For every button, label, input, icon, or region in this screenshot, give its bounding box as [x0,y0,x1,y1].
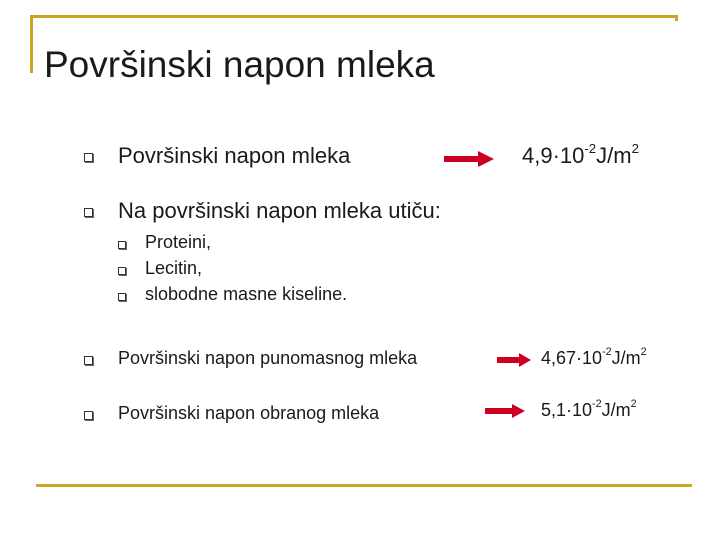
arrow-right-icon [497,352,531,368]
subitem-label: Proteini, [145,232,212,252]
bullet-icon [84,153,93,162]
item-value [541,348,647,369]
item-value [541,400,637,421]
item-label: Površinski napon punomasnog mleka [118,348,418,368]
value-unit-exponent: 2 [640,346,647,359]
bullet-icon [84,208,93,217]
value-mantissa: 4,9·10 [522,143,585,168]
item-value [522,140,639,169]
value-unit-exponent: 2 [631,140,639,156]
value-unit: J/m [611,348,641,368]
value-unit-exponent: 2 [630,398,637,411]
value-mantissa: 5,1·10 [541,400,593,420]
value-unit: J/m [601,400,631,420]
slide-frame-bottom [36,484,692,487]
bullet-icon [84,356,93,365]
value-mantissa: 4,67·10 [541,348,603,368]
slide-frame-top [30,15,678,18]
value-exponent: -2 [602,346,612,359]
subitem-label: Lecitin, [145,258,203,278]
value-exponent: -2 [584,140,597,156]
value-exponent: -2 [592,398,602,411]
sub-bullet-icon [118,241,126,249]
arrow-right-icon [444,150,494,168]
item-label: Na površinski napon mleka utiču: [118,198,441,223]
sub-bullet-icon [118,267,126,275]
arrow-right-icon [485,403,525,419]
item-label: Površinski napon mleka [118,143,351,168]
slide-frame-left [30,15,33,73]
item-label: Površinski napon obranog mleka [118,403,380,423]
subitem-label: slobodne masne kiseline. [145,284,348,304]
slide-title: Površinski napon mleka [44,44,435,85]
value-unit: J/m [596,143,632,168]
slide-frame-right-tick [675,15,678,21]
bullet-icon [84,411,93,420]
sub-bullet-icon [118,293,126,301]
